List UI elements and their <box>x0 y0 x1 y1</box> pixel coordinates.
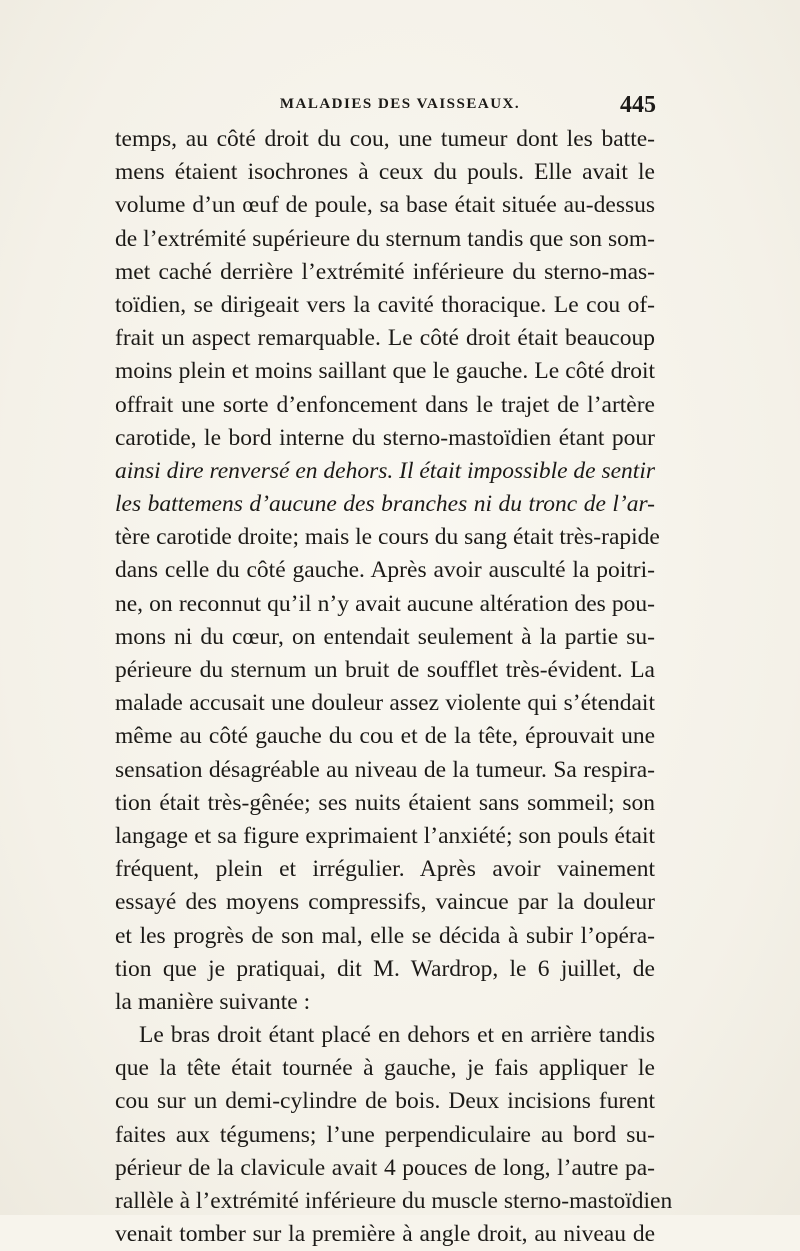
text-line: moins plein et moins saillant que le gauche. Le côté droit <box>115 358 655 385</box>
page-number: 445 <box>620 92 656 118</box>
text-line: offrait une sorte d’enfoncement dans le trajet de l’artère <box>115 391 655 418</box>
text-line: frait un aspect remarquable. Le côté droit était beaucoup <box>115 325 655 352</box>
text-line: tion que je pratiquai, dit M. Wardrop, le 6 juillet, de <box>115 955 655 982</box>
body-text <box>115 123 673 1251</box>
text-line: la manière suivante : <box>115 988 311 1015</box>
text-line: temps, au côté droit du cou, une tumeur dont les batte- <box>115 126 655 152</box>
text-line: mens étaient isochrones à ceux du pouls. Elle avait le <box>115 159 655 186</box>
text-line: carotide, le bord interne du sterno-mastoïdien étant pour <box>115 424 655 451</box>
text-line: toïdien, se dirigeait vers la cavité thoracique. Le cou of- <box>115 291 655 318</box>
text-line: faites aux tégumens; l’une perpendiculaire au bord su- <box>115 1121 655 1148</box>
text-line: essayé des moyens compressifs, vaincue par la douleur <box>115 889 655 916</box>
text-line: périeur de la clavicule avait 4 pouces de long, l’autre pa- <box>115 1154 655 1181</box>
text-line: dans celle du côté gauche. Après avoir ausculté la poitri- <box>115 557 655 584</box>
text-line: langage et sa figure exprimaient l’anxiété; son pouls était <box>115 822 655 849</box>
text-line: que la tête était tournée à gauche, je fais appliquer le <box>115 1055 655 1082</box>
text-line: met caché derrière l’extrémité inférieure du sterno-mas- <box>115 258 655 285</box>
text-line: tère carotide droite; mais le cours du sang était très-rapide <box>115 524 660 551</box>
running-head <box>0 92 800 122</box>
text-line: tion était très-gênée; ses nuits étaient sans sommeil; son <box>115 789 655 816</box>
text-line: fréquent, plein et irrégulier. Après avoir vainement <box>115 856 655 883</box>
text-line: ne, on reconnut qu’il n’y avait aucune altération des pou- <box>115 590 655 617</box>
text-line: de l’extrémité supérieure du sternum tandis que son som- <box>115 225 655 252</box>
text-line-italic: ainsi dire renversé en dehors. Il était impossible de sentir <box>115 457 655 484</box>
text-line: volume d’un œuf de poule, sa base était située au-dessus <box>115 192 655 219</box>
text-line: malade accusait une douleur assez violente qui s’étendait <box>115 690 655 717</box>
text-line: sensation désagréable au niveau de la tumeur. Sa respira- <box>115 756 655 783</box>
text-line: venait tomber sur la première à angle droit, au niveau de <box>115 1221 655 1248</box>
text-line-paragraph-start: Le bras droit étant placé en dehors et en arrière tandis <box>139 1022 655 1049</box>
text-line: rallèle à l’extrémité inférieure du muscle sterno-mastoïdien <box>115 1188 673 1214</box>
text-line: même au côté gauche du cou et de la tête, éprouvait une <box>115 723 655 750</box>
text-line-italic: les battemens d’aucune des branches ni du tronc de l’ar- <box>115 491 655 518</box>
text-line: et les progrès de son mal, elle se décida à subir l’opéra- <box>115 922 655 949</box>
text-line: périeure du sternum un bruit de soufflet très-évident. La <box>115 657 655 683</box>
text-line: mons ni du cœur, on entendait seulement à la partie su- <box>115 623 655 650</box>
text-line: cou sur un demi-cylindre de bois. Deux incisions furent <box>115 1088 655 1115</box>
running-title: MALADIES DES VAISSEAUX. <box>279 96 521 112</box>
